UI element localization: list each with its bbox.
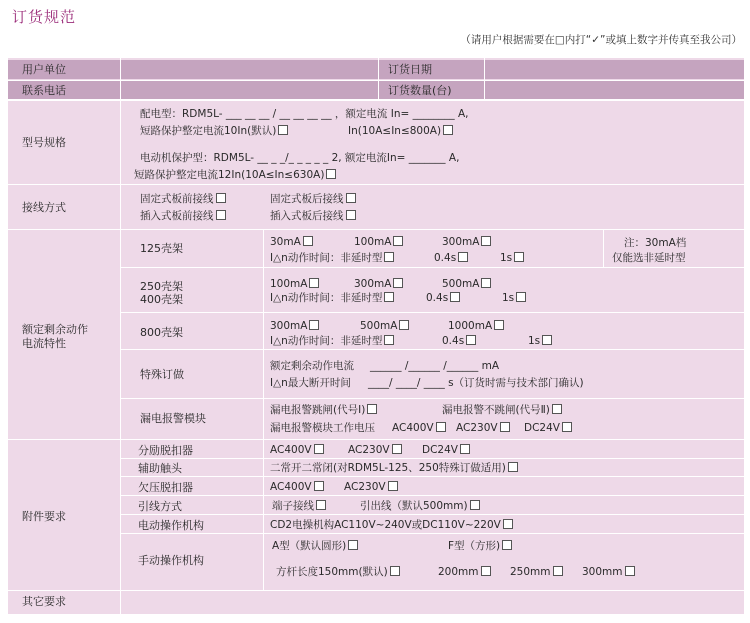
checkbox[interactable] [500,422,510,432]
divider [121,398,744,399]
voltage-option: AC230V [344,481,398,494]
special-current-label: 额定剩余动作电流 [270,360,354,372]
manual-operator: 手动操作机构 [138,554,204,567]
special-time-label: I△n最大断开时间 [270,377,351,389]
checkbox[interactable] [625,566,635,576]
shaft-length-option: 方杆长度150mm(默认) [276,566,400,579]
frame-800: 800壳架 [140,326,183,339]
divider [121,458,744,459]
checkbox[interactable] [314,444,324,454]
checkbox[interactable] [553,566,563,576]
checkbox[interactable] [502,540,512,550]
alarm-voltage-label: 漏电报警模块工作电压 [270,422,375,434]
delay-option: I△n动作时间：非延时型 [270,292,394,305]
voltage-option: AC400V [270,444,324,457]
delay-option: 0.4s [434,252,468,265]
checkbox[interactable] [316,500,326,510]
instruction-note: （请用户根据需要在□内打“✓”或填上数字并传真至我公司） [460,34,742,46]
voltage-option: AC400V [270,481,324,494]
divider [121,476,744,477]
checkbox[interactable] [346,210,356,220]
order-date-field[interactable] [485,60,744,79]
shaft-length-option: 250mm [510,566,563,579]
voltage-option: AC230V [348,444,402,457]
shaft-length-option: 300mm [582,566,635,579]
divider [121,267,744,268]
checkbox[interactable] [450,292,460,302]
motor-operator: 电动操作机构 [138,519,204,532]
section-other: 其它要求 [22,595,66,608]
divider [121,514,744,515]
remark: 仅能选非延时型 [612,252,686,264]
checkbox[interactable] [388,481,398,491]
delay-option: 0.4s [426,292,460,305]
checkbox[interactable] [481,566,491,576]
aux-option: 二常开二常闭(对RDM5L-125、250特殊订做适用) [270,462,518,475]
divider [378,58,379,99]
checkbox[interactable] [303,236,313,246]
delay-option: 1s [502,292,526,305]
checkbox[interactable] [470,500,480,510]
checkbox[interactable] [346,193,356,203]
section-residual: 额定剩余动作电流特性 [22,323,88,350]
checkbox[interactable] [508,462,518,472]
checkbox[interactable] [494,320,504,330]
special-time-field[interactable]: ____/ ____/ ____ s（订货时需与技术部门确认) [368,377,584,389]
shaft-length-option: 200mm [438,566,491,579]
checkbox[interactable] [392,444,402,454]
current-option: 500mA [442,278,491,291]
model-motor-short-circuit: 短路保护整定电流12In(10A≤In≤630A) [134,169,336,182]
checkbox[interactable] [367,404,377,414]
divider [263,230,264,439]
alarm-option: 漏电报警跳闸(代号Ⅰ) [270,404,377,417]
checkbox[interactable] [552,404,562,414]
order-form [8,58,744,614]
wiring-option: 固定式板后接线 [270,193,356,206]
section-model: 型号规格 [22,136,66,149]
shunt-release: 分励脱扣器 [138,444,193,457]
checkbox[interactable] [458,252,468,262]
divider [121,349,744,350]
checkbox[interactable] [326,169,336,179]
checkbox[interactable] [393,236,403,246]
checkbox[interactable] [314,481,324,491]
checkbox[interactable] [562,422,572,432]
divider [8,439,744,440]
checkbox[interactable] [309,320,319,330]
current-option: 300mA [442,236,491,249]
frame-250: 250壳架 [140,280,183,293]
manual-option: A型（默认圆形) [272,540,358,553]
page-title: 订货规范 [12,8,77,26]
divider [121,533,744,534]
checkbox[interactable] [393,278,403,288]
checkbox[interactable] [503,519,513,529]
checkbox[interactable] [542,335,552,345]
current-option: 300mA [270,320,319,333]
divider [8,184,744,185]
lead-option: 引出线（默认500mm) [360,500,480,513]
checkbox[interactable] [309,278,319,288]
other-requirements-field[interactable] [121,591,744,614]
model-motor-line: 电动机保护型：RDM5L- __ _ _/_ _ _ _ _ 2, 额定电流In= _______ A, [140,152,460,164]
current-option: 100mA [270,278,319,291]
frame-400: 400壳架 [140,293,183,306]
checkbox[interactable] [278,125,288,135]
current-option: 30mA [270,236,313,249]
checkbox[interactable] [436,422,446,432]
lead-method: 引线方式 [138,500,182,513]
delay-option: I△n动作时间：非延时型 [270,335,394,348]
special-current-field[interactable]: ______ /______ /______ mA [370,360,499,372]
label-quantity: 订货数量(台) [388,84,452,97]
checkbox[interactable] [348,540,358,550]
checkbox[interactable] [216,193,226,203]
checkbox[interactable] [516,292,526,302]
checkbox[interactable] [390,566,400,576]
delay-option: 1s [500,252,524,265]
delay-option: 0.4s [442,335,476,348]
checkbox[interactable] [216,210,226,220]
checkbox[interactable] [443,125,453,135]
user-unit-field[interactable] [121,60,377,79]
checkbox[interactable] [384,335,394,345]
wiring-option: 插入式板前接线 [140,210,226,223]
remark: 注：30mA档 [624,237,687,249]
quantity-field[interactable] [485,81,744,99]
voltage-option: DC24V [524,422,572,435]
aux-contact: 辅助触头 [138,462,182,475]
checkbox[interactable] [514,252,524,262]
checkbox[interactable] [384,292,394,302]
divider [603,230,604,267]
delay-option: 1s [528,335,552,348]
label-order-date: 订货日期 [388,63,432,76]
model-distribution-line: 配电型：RDM5L- ___ __ __ / __ __ __ __ ，额定电流 In= ________ A, [140,108,469,120]
divider [120,58,121,614]
voltage-option: AC230V [456,422,510,435]
divider [121,312,744,313]
checkbox[interactable] [481,278,491,288]
label-phone: 联系电话 [22,84,66,97]
wiring-option: 插入式板后接线 [270,210,356,223]
label-user-unit: 用户单位 [22,63,66,76]
voltage-option: DC24V [422,444,470,457]
divider [8,99,744,101]
alarm-module: 漏电报警模块 [140,412,206,425]
current-option: 300mA [354,278,403,291]
current-option: 500mA [360,320,409,333]
checkbox[interactable] [399,320,409,330]
manual-option: F型（方形) [448,540,512,553]
lead-option: 端子接线 [272,500,326,513]
delay-option: I△n动作时间：非延时型 [270,252,394,265]
wiring-option: 固定式板前接线 [140,193,226,206]
section-wiring: 接线方式 [22,201,66,214]
motor-option: CD2电操机构AC110V~240V或DC110V~220V [270,519,513,532]
section-accessories: 附件要求 [22,510,66,523]
divider [8,229,744,230]
voltage-option: AC400V [392,422,446,435]
frame-125: 125壳架 [140,242,183,255]
current-option: 1000mA [448,320,504,333]
divider [263,440,264,590]
undervoltage-release: 欠压脱扣器 [138,481,193,494]
divider [121,495,744,496]
checkbox[interactable] [466,335,476,345]
model-in-range: In(10A≤In≤800A) [348,125,453,138]
special-order: 特殊订做 [140,368,184,381]
alarm-option: 漏电报警不跳闸(代号Ⅱ) [442,404,562,417]
checkbox[interactable] [384,252,394,262]
phone-field[interactable] [121,81,377,99]
current-option: 100mA [354,236,403,249]
checkbox[interactable] [460,444,470,454]
model-short-circuit-line: 短路保护整定电流10In(默认) [140,125,288,138]
checkbox[interactable] [481,236,491,246]
